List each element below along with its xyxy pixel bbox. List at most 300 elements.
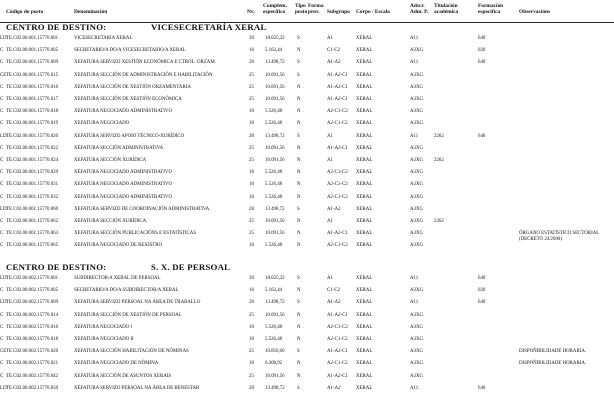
cell-obs: DISPOÑIBILIDADE HORARIA. <box>519 361 587 367</box>
table-row <box>0 239 614 251</box>
cell-code: TE.C02.00.001.15770.060 <box>6 206 59 212</box>
table-row <box>0 130 614 142</box>
cell-tipo: N <box>297 219 301 224</box>
cell-comp: 6.368,92 <box>265 361 283 367</box>
cell-nv: 28 <box>249 206 254 212</box>
cell-forma: C <box>0 231 4 237</box>
cell-sub: A1-A2-C1 <box>327 373 348 379</box>
cell-code: TE.C02.00.001.15770.065 <box>6 243 59 249</box>
cell-name: XEFATURA NEGOCIADO ADMINISTRATIVO <box>74 109 172 115</box>
cell-code: TE.C02.00.001.15770.022 <box>6 145 59 151</box>
cell-code: TE.C02.00.002.15770.021 <box>6 361 59 367</box>
cell-forma: C <box>0 219 4 224</box>
cell-nv: 28 <box>249 300 254 306</box>
cell-tipo: N <box>297 288 301 294</box>
cell-nv: 25 <box>249 349 254 355</box>
cell-comp: 5.526,48 <box>265 170 283 176</box>
cell-sub: A2-C1-C2 <box>327 109 348 115</box>
cell-adsc: A3XG <box>410 158 424 163</box>
section-header <box>6 262 231 272</box>
cell-forma: C <box>0 84 4 90</box>
cell-sub: A1-A2 <box>327 300 341 306</box>
cell-adsc: A3XG <box>410 312 424 318</box>
cell-corps: XERAL <box>356 84 373 90</box>
cell-comp: 18.025,32 <box>265 276 285 281</box>
cell-code: TE.C02.00.002.15770.009 <box>6 300 59 306</box>
cell-nv: 18 <box>249 337 254 342</box>
cell-sub: A1-A2 <box>327 60 341 66</box>
cell-forma: C <box>0 288 4 294</box>
cell-comp: 13.498,72 <box>265 300 285 306</box>
cell-forma: C <box>0 324 4 330</box>
cell-name: XEFATURA SECCIÓN PUBLICACIÓNS E ESTATÍSTICAS <box>74 231 197 237</box>
cell-form2: 640 <box>478 300 486 306</box>
cell-tipo: N <box>297 97 301 102</box>
cell-name: XEFATURA NEGOCIADO ADMINISTRATIVO <box>74 194 172 200</box>
cell-nv: 25 <box>249 72 254 78</box>
cell-corps: XERAL <box>356 36 373 41</box>
cell-comp: 10.091,56 <box>265 219 285 224</box>
cell-nv: 18 <box>249 243 254 249</box>
section-name: S. X. DE PERSOAL <box>151 262 231 272</box>
table-row <box>0 191 614 203</box>
cell-sub: A1-A2-C1 <box>327 312 348 318</box>
cell-tipo: N <box>297 231 301 237</box>
cell-code: TE.C02.00.001.15770.001 <box>6 36 59 41</box>
cell-sub: A2-C1-C2 <box>327 243 348 249</box>
cell-tipo: S <box>297 36 300 41</box>
cell-tipo: N <box>297 194 301 200</box>
cell-adsc: A3XG <box>410 231 424 237</box>
cell-nv: 25 <box>249 312 254 318</box>
header-code: Código do posto <box>6 9 44 15</box>
cell-corps: XERAL <box>356 109 373 115</box>
cell-nv: 25 <box>249 158 254 163</box>
cell-form2: 640 <box>478 385 486 391</box>
cell-adsc: A11 <box>410 36 419 41</box>
cell-corps: XERAL <box>356 133 373 139</box>
cell-corps: XERAL <box>356 300 373 306</box>
cell-code: TE.C02.00.001.15770.005 <box>6 48 59 54</box>
cell-sub: A1 <box>327 158 333 163</box>
cell-adsc: A3XG <box>410 84 424 90</box>
table-row <box>0 166 614 178</box>
cell-adsc: A11 <box>410 300 419 306</box>
table-row <box>0 272 614 284</box>
cell-comp: 10.091,56 <box>265 84 285 90</box>
cell-sub: C1-C2 <box>327 288 341 294</box>
cell-nv: 25 <box>249 231 254 237</box>
cell-corps: XERAL <box>356 324 373 330</box>
cell-nv: 18 <box>249 361 254 367</box>
cell-corps: XERAL <box>356 170 373 176</box>
cell-code: TE.C02.00.002.15770.014 <box>6 312 59 318</box>
cell-corps: XERAL <box>356 206 373 212</box>
cell-code: TE.C02.00.001.15770.031 <box>6 182 59 188</box>
header-observacions: Observacións <box>519 9 551 15</box>
cell-name: XEFATURA NEGOCIADO DE REXISTRO <box>74 243 163 249</box>
cell-code: TE.C02.00.002.15770.001 <box>6 276 59 281</box>
cell-sub: A1-A2-C1 <box>327 97 348 102</box>
table-row <box>0 44 614 56</box>
cell-adsc: A11 <box>410 385 419 391</box>
cell-comp: 5.526,48 <box>265 324 283 330</box>
table-row <box>0 142 614 154</box>
cell-forma: C <box>0 121 4 127</box>
cell-sub: A2-C1-C2 <box>327 182 348 188</box>
cell-forma: CE <box>0 72 7 78</box>
cell-forma: LD <box>0 133 7 139</box>
cell-corps: XERAL <box>356 288 373 294</box>
cell-nv: 18 <box>249 109 254 115</box>
cell-adsc: A3XG <box>410 145 424 151</box>
cell-form2: 640 <box>478 133 486 139</box>
cell-name: SECRETARIO/A DO/A SUBDIRECTOR/A XERAL <box>74 288 179 294</box>
cell-comp: 13.498,72 <box>265 385 285 391</box>
cell-comp: 5.526,48 <box>265 109 283 115</box>
cell-adsc: A3XG <box>410 219 424 224</box>
cell-code: TE.C02.00.002.15770.016 <box>6 324 59 330</box>
cell-corps: XERAL <box>356 158 373 163</box>
cell-corps: XERAL <box>356 349 373 355</box>
table-row <box>0 284 614 296</box>
cell-forma: C <box>0 182 4 188</box>
cell-adsc: A11 <box>410 60 419 66</box>
cell-forma: C <box>0 97 4 102</box>
header-formacion: Formación específica <box>478 3 504 16</box>
cell-form2: 640 <box>478 36 486 41</box>
cell-corps: XERAL <box>356 72 373 78</box>
cell-form2: 640 <box>478 276 486 281</box>
cell-tipo: S <box>297 300 300 306</box>
cell-name: XEFATURA SERVIZO APOIO TÉCNICO-XURÍDICO <box>74 133 185 139</box>
cell-code: TE.C02.00.001.15770.032 <box>6 194 59 200</box>
cell-sub: A2-C1-C2 <box>327 170 348 176</box>
section-name: VICESECRETARÍA XERAL <box>151 22 267 32</box>
cell-code: TE.C02.00.001.15770.020 <box>6 133 59 139</box>
cell-forma: C <box>0 337 4 342</box>
cell-name: SUBDIRECTOR/A XERAL DE PERSOAL <box>74 276 161 281</box>
cell-forma: CE <box>0 349 7 355</box>
cell-sub: A1-A2 <box>327 206 341 212</box>
cell-comp: 10.091,56 <box>265 373 285 379</box>
cell-sub: A1 <box>327 133 333 139</box>
table-row <box>0 117 614 129</box>
cell-sub: A1-A2-C1 <box>327 349 348 355</box>
cell-code: TE.C02.00.002.15770.050 <box>6 385 59 391</box>
cell-adsc: A3XG <box>410 243 424 249</box>
cell-name: XEFATURA SERVIZO DE COORDINACIÓN ADMINISTRATIVA <box>74 206 210 212</box>
cell-code: TE.C02.00.001.15770.015 <box>6 72 59 78</box>
cell-comp: 5.526,48 <box>265 182 283 188</box>
cell-tipo: S <box>297 133 300 139</box>
header-corps: Corpo / Escala <box>356 9 390 15</box>
cell-sub: A1-A2-C1 <box>327 84 348 90</box>
cell-corps: XERAL <box>356 194 373 200</box>
cell-tit: 2262 <box>434 158 444 163</box>
cell-adsc: A3XG <box>410 48 424 54</box>
cell-comp: 10.091,56 <box>265 231 285 237</box>
cell-name: XEFATURA NEGOCIADO <box>74 121 130 127</box>
header-name: Denominación <box>74 9 108 15</box>
cell-name: XEFATURA SERVIZO PERSOAL NA ÁREA DE TRABALLO <box>74 300 201 306</box>
cell-name: XEFATURA SECCIÓN DE XESTIÓN ORZAMENTARIA <box>74 84 191 90</box>
cell-corps: XERAL <box>356 361 373 367</box>
cell-forma: C <box>0 170 4 176</box>
table-row <box>0 345 614 357</box>
cell-form2: 640 <box>478 60 486 66</box>
cell-corps: XERAL <box>356 243 373 249</box>
cell-comp: 13.498,72 <box>265 60 285 66</box>
cell-corps: XERAL <box>356 385 373 391</box>
cell-code: TE.C02.00.002.15770.042 <box>6 373 59 379</box>
cell-comp: 5.162,44 <box>265 48 283 54</box>
cell-tipo: S <box>297 72 300 78</box>
cell-adsc: A11 <box>410 133 419 139</box>
cell-forma: C <box>0 243 4 249</box>
cell-name: XEFATURA SECCIÓN DE ASUNTOS XERAIS <box>74 373 172 379</box>
cell-forma: C <box>0 60 4 66</box>
section-label: CENTRO DE DESTINO: <box>6 262 107 272</box>
cell-name: XEFATURA SERVIZO PERSOAL NA ÁREA DE BENESTAR <box>74 385 200 391</box>
cell-corps: XERAL <box>356 312 373 318</box>
cell-tipo: N <box>297 373 301 379</box>
cell-sub: A2-C1-C2 <box>327 121 348 127</box>
cell-comp: 10.856,00 <box>265 349 285 355</box>
cell-tipo: N <box>297 145 301 151</box>
cell-nv: 25 <box>249 145 254 151</box>
cell-code: TE.C02.00.002.15770.005 <box>6 288 59 294</box>
cell-tipo: N <box>297 158 301 163</box>
table-row <box>0 154 614 166</box>
cell-name: XEFATURA SECCIÓN ADMINISTRATIVA <box>74 145 164 151</box>
cell-adsc: A3XG <box>410 361 424 367</box>
cell-comp: 5.526,48 <box>265 337 283 342</box>
cell-sub: A2-C1-C2 <box>327 324 348 330</box>
cell-name: XEFATURA SECCIÓN XURÍDICA <box>74 158 147 163</box>
cell-corps: XERAL <box>356 276 373 281</box>
cell-code: TE.C02.00.001.15770.017 <box>6 97 59 102</box>
cell-adsc: A3XG <box>410 324 424 330</box>
cell-forma: C <box>0 361 4 367</box>
table-row <box>0 69 614 81</box>
cell-corps: XERAL <box>356 182 373 188</box>
cell-tipo: S <box>297 206 300 212</box>
cell-nv: 18 <box>249 121 254 127</box>
cell-comp: 18.025,32 <box>265 36 285 41</box>
cell-forma: C <box>0 312 4 318</box>
cell-form2: 020 <box>478 288 486 294</box>
cell-name: XEFATURA SECCIÓN DE XESTIÓN ECONÓMICA <box>74 97 182 102</box>
cell-nv: 28 <box>249 60 254 66</box>
cell-sub: A2-C1-C2 <box>327 361 348 367</box>
cell-sub: A1 <box>327 219 333 224</box>
cell-name: XEFATURA SERVIZO XESTIÓN ECONÓMICA E CTROL. ORZAM. <box>74 60 216 66</box>
cell-tipo: S <box>297 349 300 355</box>
cell-adsc: A3XG <box>410 288 424 294</box>
cell-code: TE.C02.00.001.15770.018 <box>6 109 59 115</box>
cell-corps: XERAL <box>356 121 373 127</box>
cell-forma: LD <box>0 36 7 41</box>
cell-comp: 5.526,48 <box>265 194 283 200</box>
cell-adsc: A3XG <box>410 206 424 212</box>
cell-comp: 10.091,56 <box>265 97 285 102</box>
cell-nv: 18 <box>249 324 254 330</box>
cell-obs: DISPOÑIBILIDADE HORARIA. <box>519 349 587 355</box>
cell-code: TE.C02.00.001.15770.019 <box>6 121 59 127</box>
cell-forma: C <box>0 145 4 151</box>
cell-tipo: N <box>297 84 301 90</box>
header-subgroup: Subgrupo <box>327 9 350 15</box>
table-row <box>0 227 614 242</box>
cell-name: XEFATURA NEGOCIADO DE NÓMINA <box>74 361 159 367</box>
cell-code: TE.C02.00.001.15770.009 <box>6 60 59 66</box>
cell-tipo: N <box>297 324 301 330</box>
cell-tipo: N <box>297 337 301 342</box>
cell-adsc: A3XG <box>410 109 424 115</box>
cell-comp: 10.091,56 <box>265 72 285 78</box>
cell-corps: XERAL <box>356 48 373 54</box>
cell-forma: C <box>0 194 4 200</box>
cell-corps: XERAL <box>356 145 373 151</box>
cell-sub: C1-C2 <box>327 48 341 54</box>
cell-nv: 16 <box>249 48 254 54</box>
cell-nv: 28 <box>249 133 254 139</box>
cell-name: VICESECRETARIA XERAL <box>74 36 133 41</box>
cell-name: XEFATURA NEGOCIADO ADMINISTRATIVO <box>74 170 172 176</box>
cell-forma: LD <box>0 276 7 281</box>
cell-tipo: N <box>297 361 301 367</box>
cell-name: XEFATURA SECCIÓN DE ADMINISTRACIÓN E HABILITACIÓN <box>74 72 213 78</box>
cell-nv: 28 <box>249 385 254 391</box>
cell-forma: LD <box>0 385 7 391</box>
table-row <box>0 203 614 215</box>
cell-forma: C <box>0 373 4 379</box>
table-row <box>0 321 614 333</box>
cell-sub: A2-C1-C2 <box>327 194 348 200</box>
table-row <box>0 357 614 369</box>
cell-comp: 5.526,48 <box>265 243 283 249</box>
cell-code: TE.C02.00.001.15770.016 <box>6 84 59 90</box>
cell-obs: ÓRGANO ESTATÍSTICO SECTORIAL (DECRETO 24/2000). <box>519 231 600 242</box>
cell-tipo: N <box>297 121 301 127</box>
cell-tipo: N <box>297 170 301 176</box>
section-header <box>6 22 267 32</box>
cell-sub: A1-A2-C1 <box>327 231 348 237</box>
cell-sub: A1-A2-C1 <box>327 72 348 78</box>
cell-corps: XERAL <box>356 373 373 379</box>
cell-tipo: S <box>297 385 300 391</box>
table-row <box>0 382 614 394</box>
cell-form2: 020 <box>478 48 486 54</box>
cell-corps: XERAL <box>356 231 373 237</box>
cell-tipo: N <box>297 48 301 54</box>
cell-name: XEFATURA NEGOCIADO II <box>74 337 134 342</box>
cell-name: XEFATURA NEGOCIADO ADMINISTRATIVO <box>74 182 172 188</box>
cell-adsc: A3XG <box>410 337 424 342</box>
cell-tit: 2262 <box>434 133 444 139</box>
cell-forma: C <box>0 158 4 163</box>
cell-nv: 25 <box>249 219 254 224</box>
cell-nv: 30 <box>249 36 254 41</box>
table-row <box>0 93 614 105</box>
cell-tipo: S <box>297 60 300 66</box>
table-row <box>0 296 614 308</box>
section-label: CENTRO DE DESTINO: <box>6 22 107 32</box>
header-complement: Complem. específico <box>263 3 287 16</box>
cell-forma: LD <box>0 300 7 306</box>
cell-comp: 5.162,44 <box>265 288 283 294</box>
cell-nv: 16 <box>249 288 254 294</box>
cell-nv: 25 <box>249 373 254 379</box>
table-row <box>0 215 614 227</box>
table-row <box>0 309 614 321</box>
cell-comp: 13.498,72 <box>265 206 285 212</box>
cell-sub: A1 <box>327 36 333 41</box>
cell-nv: 25 <box>249 84 254 90</box>
cell-name: XEFATURA SECCIÓN DE XESTIÓN DE PERSOAL <box>74 312 182 318</box>
header-titulacion: Titulación académica <box>434 3 459 16</box>
table-row <box>0 81 614 93</box>
cell-sub: A1-A2 <box>327 385 341 391</box>
cell-adsc: A3XG <box>410 182 424 188</box>
cell-comp: 5.526,48 <box>265 121 283 127</box>
cell-name: SECRETARIO/A DO/A VICESECRETARIO/A XERAL <box>74 48 186 54</box>
cell-forma: C <box>0 48 4 54</box>
cell-tipo: N <box>297 243 301 249</box>
cell-adsc: A3XG <box>410 97 424 102</box>
cell-nv: 18 <box>249 182 254 188</box>
cell-sub: A2-C1-C2 <box>327 337 348 342</box>
cell-sub: A1-A2-C1 <box>327 145 348 151</box>
cell-code: TE.C02.00.001.15770.062 <box>6 219 59 224</box>
cell-adsc: A3XG <box>410 349 424 355</box>
cell-sub: A1 <box>327 276 333 281</box>
cell-code: TE.C02.00.002.15770.020 <box>6 349 59 355</box>
table-row <box>0 105 614 117</box>
cell-nv: 30 <box>249 276 254 281</box>
cell-name: XEFATURA NEGOCIADO I <box>74 324 133 330</box>
cell-adsc: A11 <box>410 276 419 281</box>
cell-adsc: A3XG <box>410 194 424 200</box>
cell-name: XEFATURA SECCIÓN HABILITACIÓN DE NÓMINAS <box>74 349 189 355</box>
cell-comp: 13.498,72 <box>265 133 285 139</box>
table-row <box>0 370 614 382</box>
cell-tipo: N <box>297 182 301 188</box>
header-forma: Forma prov. <box>308 3 324 16</box>
cell-code: TE.C02.00.002.15770.018 <box>6 337 59 342</box>
table-row <box>0 56 614 68</box>
cell-tipo: S <box>297 276 300 281</box>
cell-adsc: A3XG <box>410 72 424 78</box>
cell-adsc: A3XG <box>410 121 424 127</box>
cell-forma: LD <box>0 206 7 212</box>
cell-adsc: A3XG <box>410 170 424 176</box>
cell-corps: XERAL <box>356 60 373 66</box>
header-nv: Nv. <box>247 9 255 15</box>
cell-nv: 18 <box>249 170 254 176</box>
table-row <box>0 333 614 345</box>
cell-corps: XERAL <box>356 337 373 342</box>
cell-comp: 10.091,56 <box>265 312 285 318</box>
table-row <box>0 178 614 190</box>
cell-code: TE.C02.00.001.15770.024 <box>6 158 59 163</box>
table-header <box>0 0 614 23</box>
cell-code: TE.C02.00.001.15770.029 <box>6 170 59 176</box>
cell-tipo: N <box>297 312 301 318</box>
cell-tipo: N <box>297 109 301 115</box>
cell-adsc: A3XG <box>410 373 424 379</box>
